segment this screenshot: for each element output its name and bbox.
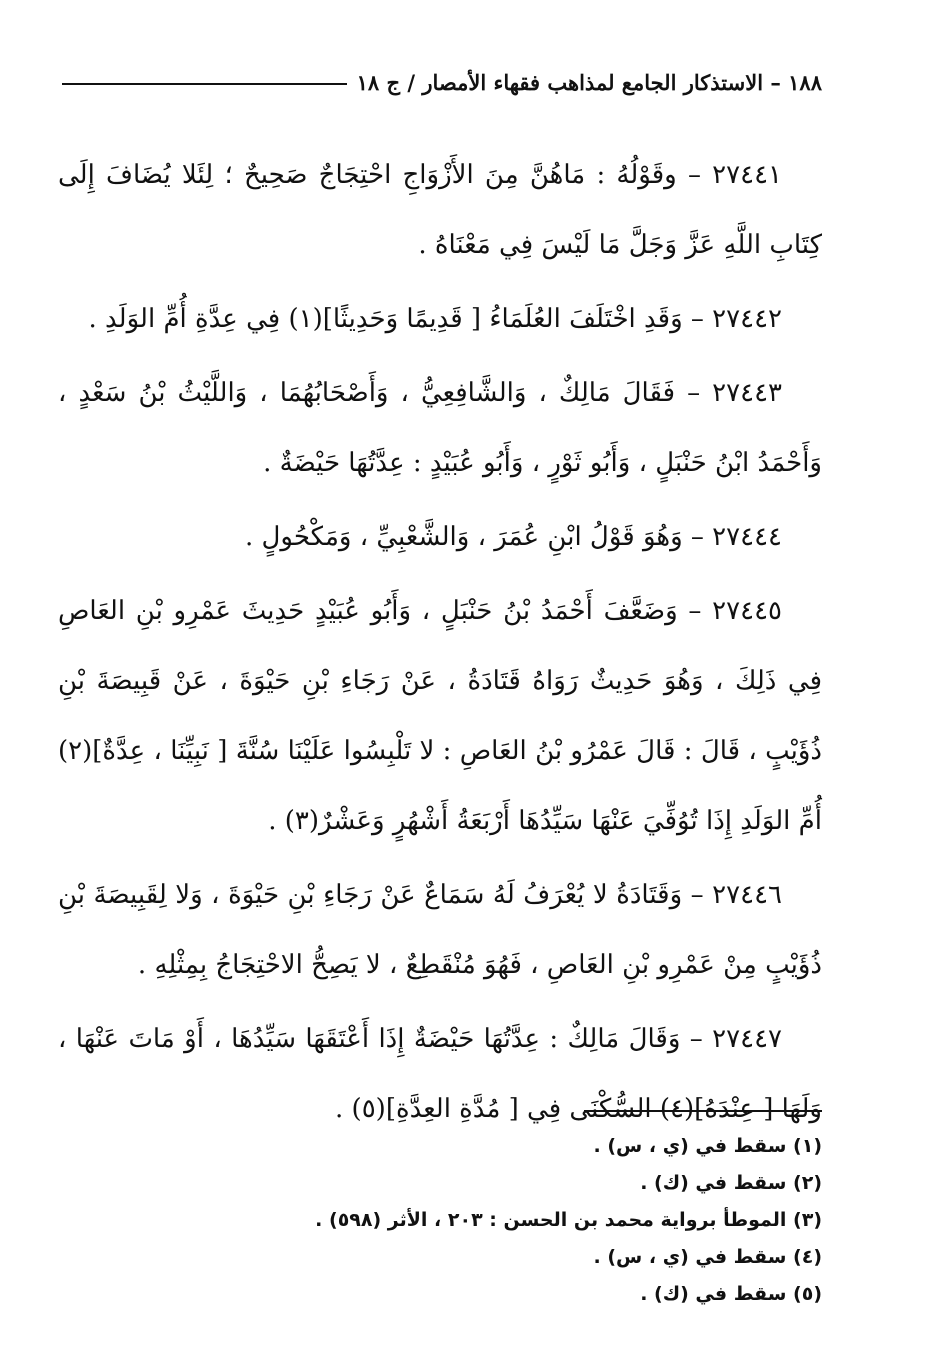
header-title: ١٨٨ – الاستذكار الجامع لمذاهب فقهاء الأمصار / ج ١٨ — [356, 69, 822, 95]
paragraph-27445: ٢٧٤٤٥ – وَضَعَّفَ أَحْمَدُ بْنُ حَنْبَلٍ ، وَأَبُو عُبَيْدٍ حَدِيثَ عَمْرِو بْنِ العَاصِ فِي ذَلِكَ ، وَهُوَ حَدِيثٌ رَوَاهُ قَتَادَةُ ، عَنْ رَجَاءِ بْنِ حَيْوَةَ ، عَنْ قَبِيصَةَ بْنِ ذُؤَيْبٍ ، قَالَ : قَالَ عَمْرُو بْنُ العَاصِ : لا تَلْبِسُوا عَلَيْنَا سُنَّةَ [ نَبِيِّنَا ، عِدَّةٌ](٢) أُمِّ الوَلَدِ إِذَا تُوُفِّيَ عَنْهَا سَيِّدُهَا أَرْبَعَةُ أَشْهُرٍ وَعَشْرٌ(٣) . — [58, 596, 822, 836]
paragraph-27446: ٢٧٤٤٦ – وَقَتَادَةُ لا يُعْرَفُ لَهُ سَمَاعٌ عَنْ رَجَاءِ بْنِ حَيْوَةَ ، وَلا لِقَبِيصَةَ بْنِ ذُؤَيْبٍ مِنْ عَمْرِو بْنِ العَاصِ ، فَهُوَ مُنْقَطِعٌ ، لا يَصِحُّ الاحْتِجَاجُ بِمِثْلِهِ . — [58, 880, 822, 980]
footnotes — [60, 1128, 822, 1313]
footnote-3: (٣) الموطأ برواية محمد بن الحسن : ٢٠٣ ، الأثر (٥٩٨) . — [315, 1209, 822, 1231]
footnote-5: (٥) سقط في (ك) . — [640, 1283, 822, 1305]
footnote-1: (١) سقط في (ي ، س) . — [593, 1135, 822, 1157]
paragraph-27442: ٢٧٤٤٢ – وَقَدِ اخْتَلَفَ العُلَمَاءُ [ قَدِيمًا وَحَدِيثًا](١) فِي عِدَّةِ أُمِّ الوَلَدِ . — [88, 304, 782, 334]
footnote-4: (٤) سقط في (ي ، س) . — [593, 1246, 822, 1268]
header-rule — [62, 83, 347, 85]
main-text — [58, 140, 822, 1148]
paragraph-27447: ٢٧٤٤٧ – وَقَالَ مَالِكٌ : عِدَّتُهَا حَيْضَةٌ إِذَا أَعْتَقَهَا سَيِّدُهَا ، أَوْ مَاتَ عَنْهَا ، وَلَهَا [ عِنْدَهُ](٤) السُّكْنَى فِي [ مُدَّةِ العِدَّةِ](٥) . — [58, 1024, 822, 1124]
footnote-2: (٢) سقط في (ك) . — [640, 1172, 822, 1194]
paragraph-27444: ٢٧٤٤٤ – وَهُوَ قَوْلُ ابْنِ عُمَرَ ، وَالشَّعْبِيِّ ، وَمَكْحُولٍ . — [244, 522, 782, 552]
paragraph-27443: ٢٧٤٤٣ – فَقَالَ مَالِكٌ ، وَالشَّافِعِيُّ ، وَأَصْحَابُهُمَا ، وَاللَّيْثُ بْنُ سَعْدٍ ، وَأَحْمَدُ ابْنُ حَنْبَلٍ ، وَأَبُو ثَوْرٍ ، وَأَبُو عُبَيْدٍ : عِدَّتُهَا حَيْضَةٌ . — [58, 378, 822, 478]
footnote-separator — [584, 1110, 822, 1112]
running-header — [62, 62, 822, 102]
paragraph-27441: ٢٧٤٤١ – وقَوْلُهُ : مَاهُنَّ مِنَ الأَزْوَاجِ احْتِجَاجٌ صَحِيحٌ ؛ لِئَلا يُضَافَ إِلَى كِتَابِ اللَّهِ عَزَّ وَجَلَّ مَا لَيْسَ فِي مَعْنَاهُ . — [58, 160, 822, 260]
